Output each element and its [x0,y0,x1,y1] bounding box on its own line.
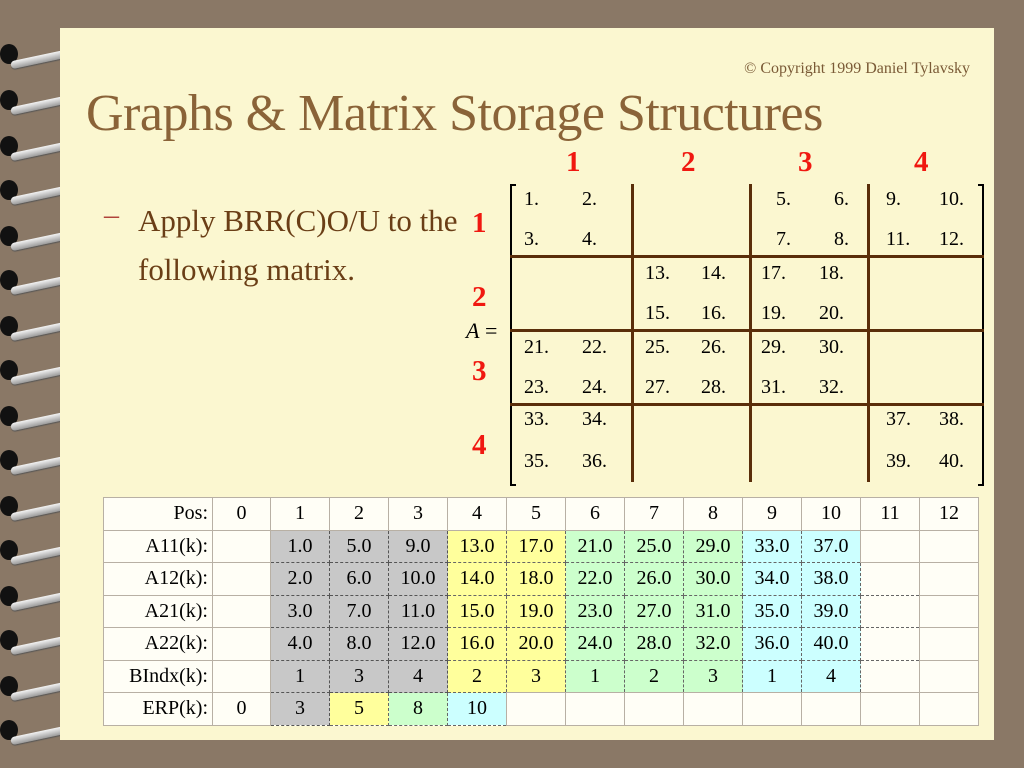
table-cell: 40.0 [802,628,861,661]
table-cell: 4 [389,660,448,693]
table-cell: 1 [271,660,330,693]
position-header: 12 [920,498,979,531]
table-cell: 4 [802,660,861,693]
table-cell [920,693,979,726]
table-cell: 2 [448,660,507,693]
matrix-cell: 23. [524,376,549,398]
row-label: A22(k): [104,628,213,661]
table-cell: 38.0 [802,563,861,596]
table-cell: 10 [448,693,507,726]
matrix-cell: 11. [886,228,911,250]
table-row [104,693,979,726]
table-cell: 30.0 [684,563,743,596]
table-cell [861,563,920,596]
matrix-cell: 28. [701,376,726,398]
table-cell [920,595,979,628]
storage-table [103,497,979,726]
matrix-cell: 19. [761,302,786,324]
row-label: A11(k): [104,530,213,563]
table-row [104,595,979,628]
table-cell: 5.0 [330,530,389,563]
storage-header-row [104,498,979,531]
table-cell: 28.0 [625,628,684,661]
table-cell: 5 [330,693,389,726]
table-cell: 8.0 [330,628,389,661]
table-cell: 3 [507,660,566,693]
table-cell: 19.0 [507,595,566,628]
table-cell [861,660,920,693]
table-cell: 13.0 [448,530,507,563]
matrix-cell: 18. [819,262,844,284]
matrix-cell: 2. [582,188,597,210]
table-cell: 12.0 [389,628,448,661]
block-row-label-1: 1 [472,207,487,239]
position-header: 9 [743,498,802,531]
matrix-cell: 22. [582,336,607,358]
table-cell: 26.0 [625,563,684,596]
table-cell [861,530,920,563]
position-header: 10 [802,498,861,531]
table-row [104,563,979,596]
block-divider-v3 [867,184,870,482]
matrix-cell: 1. [524,188,539,210]
table-cell: 3.0 [271,595,330,628]
table-cell [213,660,271,693]
row-label: A12(k): [104,563,213,596]
position-header: 4 [448,498,507,531]
matrix-cell: 31. [761,376,786,398]
block-col-label-4: 4 [914,146,929,178]
table-cell: 31.0 [684,595,743,628]
matrix-cell: 4. [582,228,597,250]
table-cell: 2 [625,660,684,693]
matrix-label: A = [466,318,498,343]
table-cell: 11.0 [389,595,448,628]
table-cell [861,628,920,661]
table-cell: 7.0 [330,595,389,628]
matrix-cell: 35. [524,450,549,472]
table-cell: 4.0 [271,628,330,661]
matrix-cell: 8. [834,228,849,250]
table-cell: 23.0 [566,595,625,628]
matrix-cell: 38. [939,408,964,430]
table-cell [920,628,979,661]
position-header: 3 [389,498,448,531]
table-row [104,660,979,693]
position-header: 7 [625,498,684,531]
position-header: 1 [271,498,330,531]
matrix-cell: 9. [886,188,901,210]
matrix-left-bracket [510,184,516,486]
block-divider-v2 [749,184,752,482]
bullet-text: Apply BRR(C)O/U to the following matrix. [138,203,458,287]
table-cell: 27.0 [625,595,684,628]
table-cell: 9.0 [389,530,448,563]
table-cell [920,563,979,596]
table-cell [213,628,271,661]
table-cell: 34.0 [743,563,802,596]
table-cell: 32.0 [684,628,743,661]
table-cell: 18.0 [507,563,566,596]
table-cell [920,660,979,693]
matrix-cell: 6. [834,188,849,210]
table-cell: 3 [684,660,743,693]
block-col-label-1: 1 [566,146,581,178]
position-header: 11 [861,498,920,531]
matrix-cell: 26. [701,336,726,358]
matrix-cell: 32. [819,376,844,398]
table-cell: 39.0 [802,595,861,628]
row-label: BIndx(k): [104,660,213,693]
table-cell [566,693,625,726]
table-cell: 6.0 [330,563,389,596]
block-col-label-2: 2 [681,146,696,178]
matrix-cell: 20. [819,302,844,324]
matrix-cell: 37. [886,408,911,430]
matrix-cell: 12. [939,228,964,250]
table-cell: 15.0 [448,595,507,628]
position-header: 6 [566,498,625,531]
block-divider-h3 [510,403,984,406]
row-label: A21(k): [104,595,213,628]
table-cell: 21.0 [566,530,625,563]
block-divider-v1 [631,184,634,482]
matrix-cell: 17. [761,262,786,284]
matrix-cell: 33. [524,408,549,430]
matrix-cell: 30. [819,336,844,358]
table-cell: 33.0 [743,530,802,563]
position-header: 2 [330,498,389,531]
table-row [104,530,979,563]
table-cell: 29.0 [684,530,743,563]
matrix-cell: 10. [939,188,964,210]
table-cell: 10.0 [389,563,448,596]
table-cell: 2.0 [271,563,330,596]
table-cell [743,693,802,726]
table-cell: 14.0 [448,563,507,596]
table-cell: 8 [389,693,448,726]
table-cell: 3 [330,660,389,693]
matrix-cell: 27. [645,376,670,398]
table-cell [213,563,271,596]
matrix-right-bracket [978,184,984,486]
table-cell: 25.0 [625,530,684,563]
slide-title: Graphs & Matrix Storage Structures [86,85,823,142]
matrix-cell: 3. [524,228,539,250]
table-cell: 1 [566,660,625,693]
matrix-cell: 15. [645,302,670,324]
matrix-cell: 39. [886,450,911,472]
table-cell: 22.0 [566,563,625,596]
block-divider-h2 [510,329,984,332]
matrix-cell: 5. [776,188,791,210]
matrix-cell: 34. [582,408,607,430]
table-cell: 20.0 [507,628,566,661]
table-cell [213,595,271,628]
table-cell: 35.0 [743,595,802,628]
table-cell: 3 [271,693,330,726]
matrix-cell: 13. [645,262,670,284]
row-label: Pos: [104,498,213,531]
table-cell [213,530,271,563]
table-cell [625,693,684,726]
table-cell: 1 [743,660,802,693]
block-col-label-3: 3 [798,146,813,178]
table-cell: 1.0 [271,530,330,563]
table-cell [861,693,920,726]
table-cell [684,693,743,726]
matrix-cell: 7. [776,228,791,250]
table-cell [802,693,861,726]
position-header: 0 [213,498,271,531]
block-matrix [510,184,984,482]
table-cell [507,693,566,726]
block-row-label-2: 2 [472,281,487,313]
block-row-label-4: 4 [472,429,487,461]
position-header: 8 [684,498,743,531]
bullet-dash: – [104,198,119,231]
table-cell [920,530,979,563]
matrix-cell: 21. [524,336,549,358]
block-row-label-3: 3 [472,355,487,387]
matrix-cell: 24. [582,376,607,398]
block-divider-h1 [510,255,984,258]
table-cell: 17.0 [507,530,566,563]
position-header: 5 [507,498,566,531]
copyright-notice: © Copyright 1999 Daniel Tylavsky [744,60,970,77]
table-cell [861,595,920,628]
table-cell: 36.0 [743,628,802,661]
table-cell: 16.0 [448,628,507,661]
matrix-cell: 16. [701,302,726,324]
table-row [104,628,979,661]
matrix-cell: 40. [939,450,964,472]
table-cell: 37.0 [802,530,861,563]
table-cell: 24.0 [566,628,625,661]
table-cell: 0 [213,693,271,726]
matrix-cell: 14. [701,262,726,284]
matrix-cell: 25. [645,336,670,358]
row-label: ERP(k): [104,693,213,726]
matrix-cell: 29. [761,336,786,358]
matrix-cell: 36. [582,450,607,472]
